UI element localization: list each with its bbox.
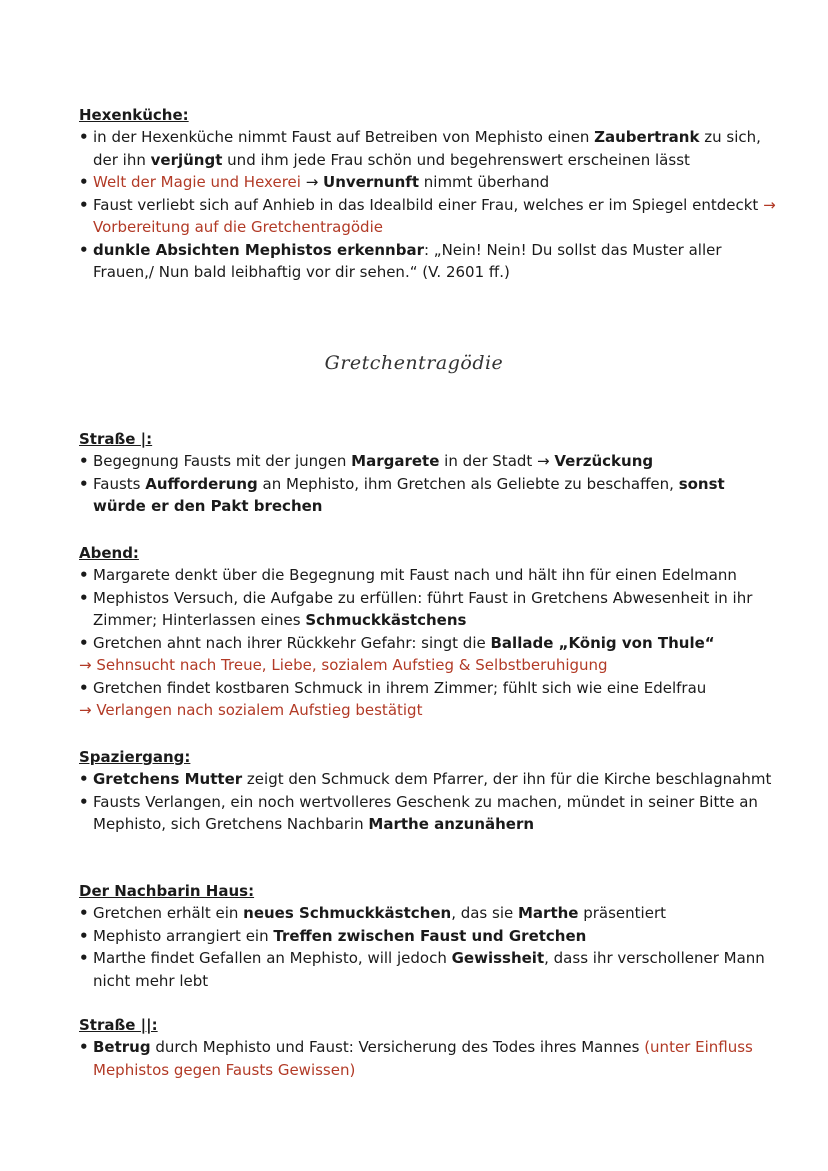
list-item: • Faust verliebt sich auf Anhieb in das Idealbild einer Frau, welches er im Spiegel entdeckt → Vorbereitung auf die Gretchentragödie [79,194,779,239]
list-item: • in der Hexenküche nimmt Faust auf Betreiben von Mephisto einen Zaubertrank zu sich, der ihn verjüngt und ihm jede Frau schön und begehrenswert erscheinen lässt [79,126,779,171]
bullet-list [79,902,779,992]
list-item: • Fausts Aufforderung an Mephisto, ihm Gretchen als Geliebte zu beschaffen, sonst würde er den Pakt brechen [79,473,779,518]
section-heading: Der Nachbarin Haus: [79,882,255,900]
list-item: • Gretchens Mutter zeigt den Schmuck dem Pfarrer, der ihn für die Kirche beschlagnahmt [79,768,779,791]
handwritten-title: Gretchentragödie [324,352,504,374]
section-abend [79,542,779,722]
section-nachbarin-haus [79,880,779,992]
list-item: • Begegnung Fausts mit der jungen Margarete in der Stadt → Verzückung [79,450,779,473]
section-heading: Spaziergang: [79,748,191,766]
arrow-note: → Sehnsucht nach Treue, Liebe, sozialem Aufstieg & Selbstberuhigung [79,656,608,674]
arrow-note: → Verlangen nach sozialem Aufstieg bestätigt [79,701,423,719]
section-heading: Straße ||: [79,1016,158,1034]
bullet-list [79,564,779,722]
list-item: • dunkle Absichten Mephistos erkennbar: „Nein! Nein! Du sollst das Muster aller Frauen,/ Nun bald leibhaftig vor dir sehen.“ (V. 2601 ff.) [79,239,779,284]
section-strasse-2 [79,1014,779,1081]
section-hexenkueche [79,104,779,284]
list-item: • Gretchen ahnt nach ihrer Rückkehr Gefahr: singt die Ballade „König von Thule“ [79,632,779,655]
section-spaziergang [79,746,779,836]
bullet-list [79,768,779,836]
list-item: • Betrug durch Mephisto und Faust: Versicherung des Todes ihres Mannes (unter Einfluss Mephistos gegen Fausts Gewissen) [79,1036,779,1081]
list-item: • Mephistos Versuch, die Aufgabe zu erfüllen: führt Faust in Gretchens Abwesenheit in ihr Zimmer; Hinterlassen eines Schmuckkästchens [79,587,779,632]
list-item: • Gretchen erhält ein neues Schmuckkästchen, das sie Marthe präsentiert [79,902,779,925]
section-heading: Straße |: [79,430,153,448]
section-strasse-1 [79,428,779,518]
section-heading: Hexenküche: [79,106,189,124]
list-item: • Gretchen findet kostbaren Schmuck in ihrem Zimmer; fühlt sich wie eine Edelfrau [79,677,779,700]
list-item: • Marthe findet Gefallen an Mephisto, will jedoch Gewissheit, dass ihr verschollener Mann nicht mehr lebt [79,947,779,992]
section-heading: Abend: [79,544,139,562]
list-item: • Margarete denkt über die Begegnung mit Faust nach und hält ihn für einen Edelmann [79,564,779,587]
bullet-list [79,450,779,518]
list-item: • Fausts Verlangen, ein noch wertvolleres Geschenk zu machen, mündet in seiner Bitte an Mephisto, sich Gretchens Nachbarin Marthe anzunähern [79,791,779,836]
bullet-list [79,1036,779,1081]
list-item: • Mephisto arrangiert ein Treffen zwischen Faust und Gretchen [79,925,779,948]
list-item: • Welt der Magie und Hexerei → Unvernunft nimmt überhand [79,171,779,194]
bullet-list [79,126,779,284]
